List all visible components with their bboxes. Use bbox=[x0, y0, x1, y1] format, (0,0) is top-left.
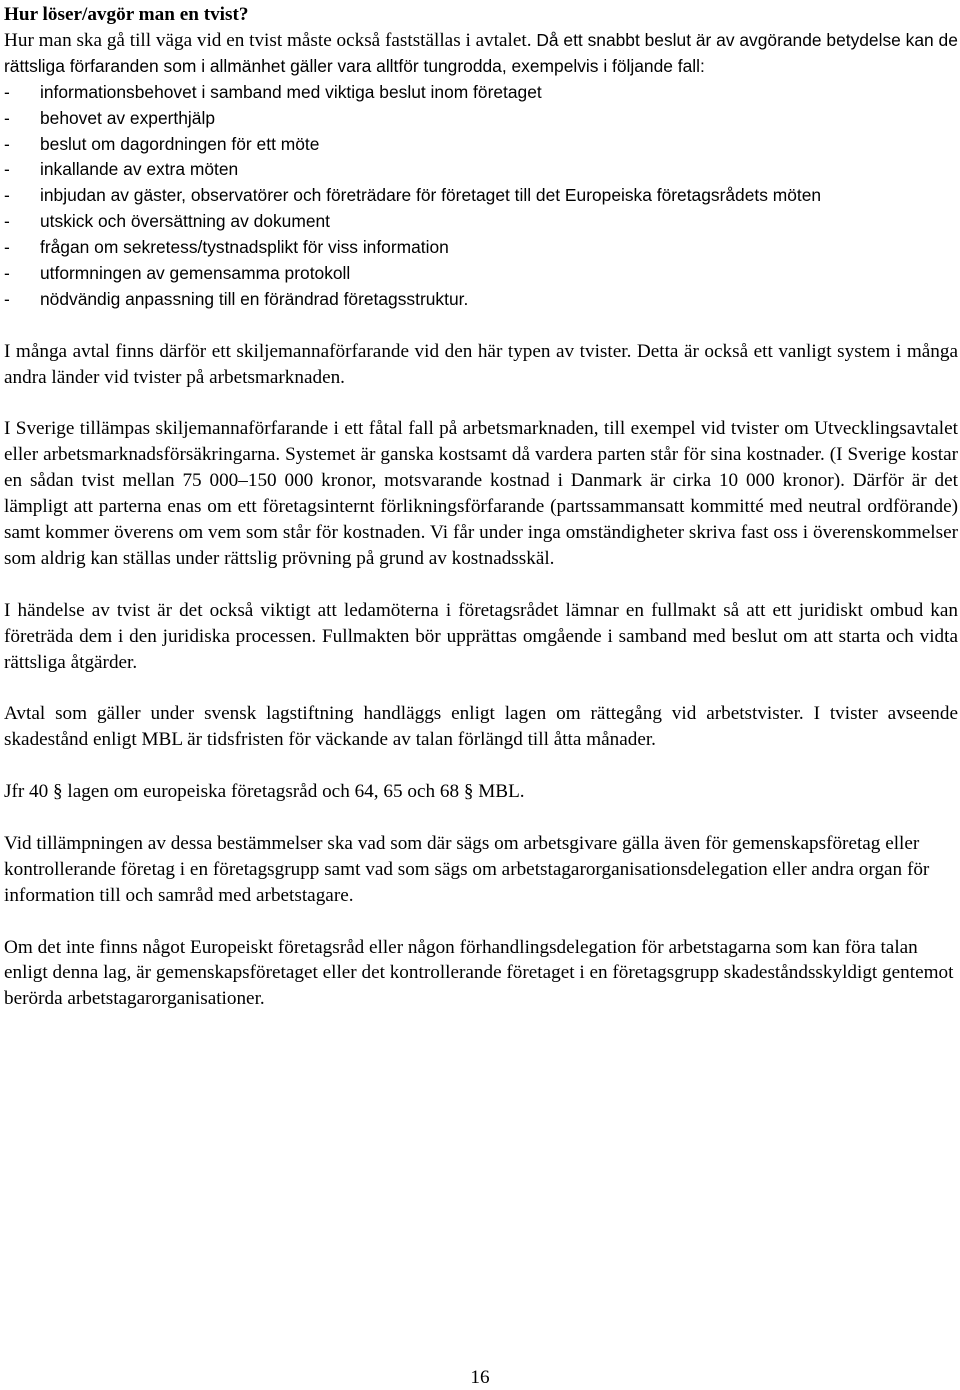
list-dash: - bbox=[4, 211, 10, 232]
list-item bbox=[4, 80, 958, 106]
list-dash: - bbox=[4, 237, 10, 258]
body-paragraph: Vid tillämpningen av dessa bestämmelser ska vad som där sägs om arbetsgivare gälla även för gemenskapsföretag eller kontrollerande företag i en företagsgrupp samt vad som sägs om arbetstagarorganisationsdelegation eller andra organ för information till och samråd med arbetstagare. bbox=[4, 832, 930, 906]
list-dash: - bbox=[4, 288, 10, 309]
list-dash: - bbox=[4, 263, 10, 284]
intro-lead-text: Hur man ska gå till väga vid en tvist måste också fastställas i avtalet. bbox=[4, 29, 532, 51]
paragraph-gap bbox=[4, 391, 958, 417]
paragraph-gap bbox=[4, 313, 958, 339]
body-paragraph: I Sverige tillämpas skiljemannaförfarande i ett fåtal fall på arbetsmarknaden, till exempel vid tvister om Utvecklingsavtalet eller arbetsmarknadsförsäkringarna. Systemet är ganska kostsamt då vardera parten står för sina kostnader. (I Sverige kostar en sådan tvist mellan 75 000–150 000 kronor, motsvarande kostnad i Danmark är cirka 10 000 kronor). Därför är det lämpligt att parterna enas om ett företagsinternt förlikningsförfarande (partssammansatt kommitté med neutral ordförande) samt kommer överens om vem som står för kostnaden. Vi får under inga omständigheter skriva fast oss i överenskommelser som aldrig kan ställas under rättslig prövning på grund av kostnadsskäl. bbox=[4, 418, 958, 569]
list-item-text: frågan om sekretess/tystnadsplikt för viss information bbox=[40, 237, 449, 258]
paragraph-gap bbox=[4, 753, 958, 779]
paragraph-gap bbox=[4, 805, 958, 831]
list-dash: - bbox=[4, 185, 10, 206]
list-item-text: behovet av experthjälp bbox=[40, 107, 215, 128]
list-dash: - bbox=[4, 81, 10, 102]
dispute-cases-list bbox=[4, 80, 958, 313]
list-item bbox=[4, 287, 958, 313]
list-item bbox=[4, 235, 958, 261]
intro-tail-text: Då ett snabbt beslut är av avgörande betydelse kan de rättsliga förfaranden som i allmänhet gäller vara alltför tungrodda, exempelvis i följande fall: bbox=[4, 29, 958, 76]
paragraph-gap bbox=[4, 676, 958, 702]
list-item-text: inbjudan av gäster, observatörer och företrädare för företaget till det Europeiska företagsrådets möten bbox=[40, 185, 822, 206]
list-item-text: nödvändig anpassning till en förändrad företagsstruktur. bbox=[40, 288, 469, 309]
law-reference: Jfr 40 § lagen om europeiska företagsråd och 64, 65 och 68 § MBL. bbox=[4, 781, 525, 803]
document-page bbox=[4, 2, 958, 1012]
list-item bbox=[4, 106, 958, 132]
list-item bbox=[4, 183, 958, 209]
list-item-text: utformningen av gemensamma protokoll bbox=[40, 263, 351, 284]
list-dash: - bbox=[4, 159, 10, 180]
paragraph-gap bbox=[4, 909, 958, 935]
list-item-text: beslut om dagordningen för ett möte bbox=[40, 133, 320, 154]
list-item-text: informationsbehovet i samband med viktiga beslut inom företaget bbox=[40, 81, 542, 102]
list-item bbox=[4, 209, 958, 235]
list-item-text: utskick och översättning av dokument bbox=[40, 211, 330, 232]
list-item-text: inkallande av extra möten bbox=[40, 159, 239, 180]
list-dash: - bbox=[4, 133, 10, 154]
body-paragraph: Avtal som gäller under svensk lagstiftning handläggs enligt lagen om rättegång vid arbetstvister. I tvister avseende skadestånd enligt MBL är tidsfristen för väckande av talan förlängd till åtta månader. bbox=[4, 703, 958, 751]
page-number: 16 bbox=[470, 1367, 490, 1388]
body-paragraph: Om det inte finns något Europeiskt företagsråd eller någon förhandlingsdelegation för arbetstagarna som kan föra talan enligt denna lag, är gemenskapsföretaget eller det kontrollerande företaget i en företagsgrupp skadeståndsskyldigt gentemot berörda arbetstagarorganisationer. bbox=[4, 936, 954, 1010]
list-item bbox=[4, 132, 958, 158]
body-paragraph: I många avtal finns därför ett skiljemannaförfarande vid den här typen av tvister. Detta är också ett vanligt system i många andra länder vid tvister på arbetsmarknaden. bbox=[4, 340, 958, 388]
list-item bbox=[4, 157, 958, 183]
list-dash: - bbox=[4, 107, 10, 128]
body-paragraph: I händelse av tvist är det också viktigt att ledamöterna i företagsrådet lämnar en fullmakt så att ett juridiskt ombud kan företräda dem i den juridiska processen. Fullmakten bör upprättas omgående i samband med beslut om att starta och vidta rättsliga åtgärder. bbox=[4, 599, 958, 673]
paragraph-gap bbox=[4, 572, 958, 598]
intro-paragraph bbox=[4, 28, 958, 80]
section-heading: Hur löser/avgör man en tvist? bbox=[4, 4, 249, 25]
list-item bbox=[4, 261, 958, 287]
